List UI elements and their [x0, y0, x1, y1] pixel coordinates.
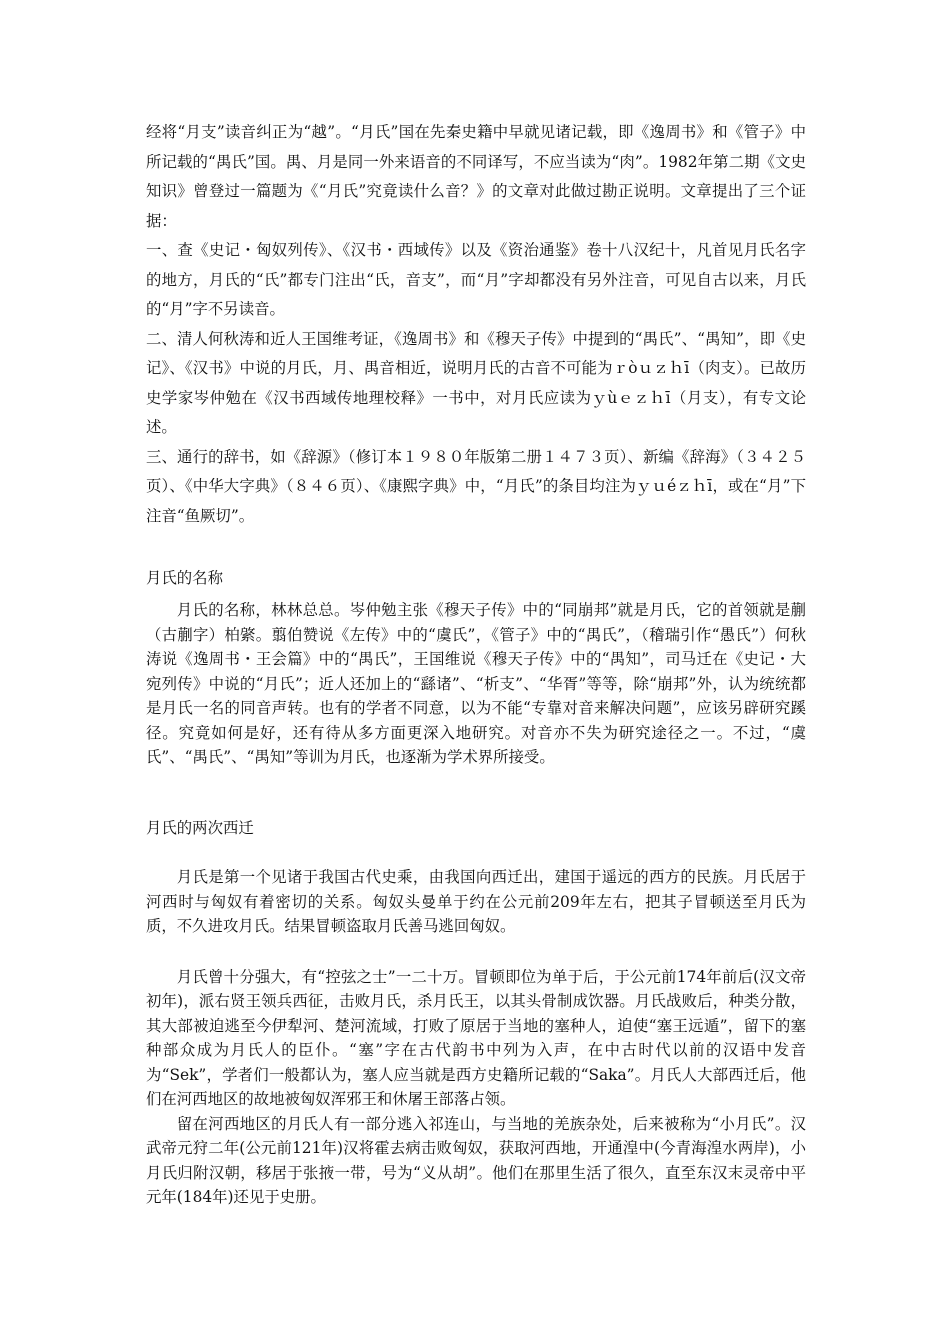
migration-paragraph-2: 月氏曾十分强大，有“控弦之士”一二十万。冒顿即位为单于后，于公元前174年前后(汉文帝初年)，派右贤王领兵西征，击败月氏，杀月氏王，以其头骨制成饮器。月氏战败后，种类分散，其大部被迫逃至今伊犁河、楚河流域，打败了原居于当地的塞种人，迫使“塞王远遁”，留下的塞种部众成为月氏人的臣仆。“塞”字在古代韵书中列为入声，在中古时代以前的汉语中发音为“Sek”，学者们一般都认为，塞人应当就是西方史籍所记载的“Saka”。月氏人大部西迁后，他们在河西地区的故地被匈奴浑邪王和休屠王部落占领。 — [146, 967, 806, 1108]
migration-paragraph-3: 留在河西地区的月氏人有一部分逃入祁连山，与当地的羌族杂处，后来被称为“小月氏”。汉武帝元狩二年(公元前121年)汉将霍去病击败匈奴，获取河西地，开通湟中(今青海湟水两岸)，小月氏归附汉朝，移居于张掖一带，号为“义从胡”。他们在那里生活了很久，直至东汉末灵帝中平元年(184年)还见于史册。 — [146, 1114, 806, 1206]
intro-evidence-three: 三、通行的辞书，如《辞源》（修订本１９８０年版第二册１４７３页）、新编《辞海》（３４２５页）、《中华大字典》（８４６页）、《康熙字典》中，“月氏”的条目均注为ｙｕéｚｈī，或在“月”下注音“鱼厥切”。 — [146, 447, 806, 525]
section-heading-names: 月氏的名称 — [146, 569, 223, 587]
section-names-body — [146, 598, 806, 770]
names-paragraph: 月氏的名称，林林总总。岑仲勉主张《穆天子传》中的“同崩邦”就是月氏，它的首领就是蒯（古蒯字）柏綮。翦伯赞说《左传》中的“虞氏”，《管子》中的“禺氏”，（稽瑞引作“愚氏”）何秋涛说《逸周书・王会篇》中的“禺氏”，王国维说《穆天子传》中的“禺知”，司马迁在《史记・大宛列传》中说的“月氏”；近人还加上的“繇诸”、“析支”、“华胥”等等，除“崩邦”外，认为统统都是月氏一名的同音声转。也有的学者不同意，以为不能“专靠对音来解决问题”，应该另辟研究蹊径。究竟如何是好，还有待从多方面更深入地研究。对音亦不失为研究途径之一。不过，“虞氏”、“禺氏”、“禺知”等训为月氏，也逐渐为学术界所接受。 — [146, 601, 806, 766]
migration-paragraph-1: 月氏是第一个见诸于我国古代史乘，由我国向西迁出，建国于遥远的西方的民族。月氏居于河西时与匈奴有着密切的关系。匈奴头曼单于约在公元前209年左右，把其子冒顿送至月氏为质，不久进攻月氏。结果冒顿盗取月氏善马逃回匈奴。 — [146, 868, 806, 935]
section-names — [146, 567, 806, 770]
intro-section — [146, 118, 806, 531]
section-heading-migrations: 月氏的两次西迁 — [146, 819, 254, 837]
section-migrations-body — [146, 865, 806, 1210]
intro-paragraph-pronunciation: 经将“月支”读音纠正为“越”。“月氏”国在先秦史籍中早就见诸记载，即《逸周书》和《管子》中所记载的“禺氏”国。禺、月是同一外来语音的不同译写，不应当读为“肉”。1982年第二期《文史知识》曾登过一篇题为《“月氏”究竟读什么音？》的文章对此做过勘正说明。文章提出了三个证据： — [146, 123, 806, 230]
section-migrations — [146, 817, 806, 1210]
intro-evidence-one: 一、查《史记・匈奴列传》、《汉书・西域传》以及《资治通鉴》卷十八汉纪十，凡首见月氏名字的地方，月氏的“氏”都专门注出“氏，音支”，而“月”字却都没有另外注音，可见自古以来，月氏的“月”字不另读音。 — [146, 241, 806, 318]
intro-evidence-two: 二、清人何秋涛和近人王国维考证，《逸周书》和《穆天子传》中提到的“禺氏”、“禺知”，即《史记》、《汉书》中说的月氏，月、禺音相近，说明月氏的古音不可能为ｒòｕｚｈī（肉支）。已故历史学家岑仲勉在《汉书西域传地理校释》一书中，对月氏应读为ｙùｅｚｈī（月支），有专文论述。 — [146, 329, 806, 436]
